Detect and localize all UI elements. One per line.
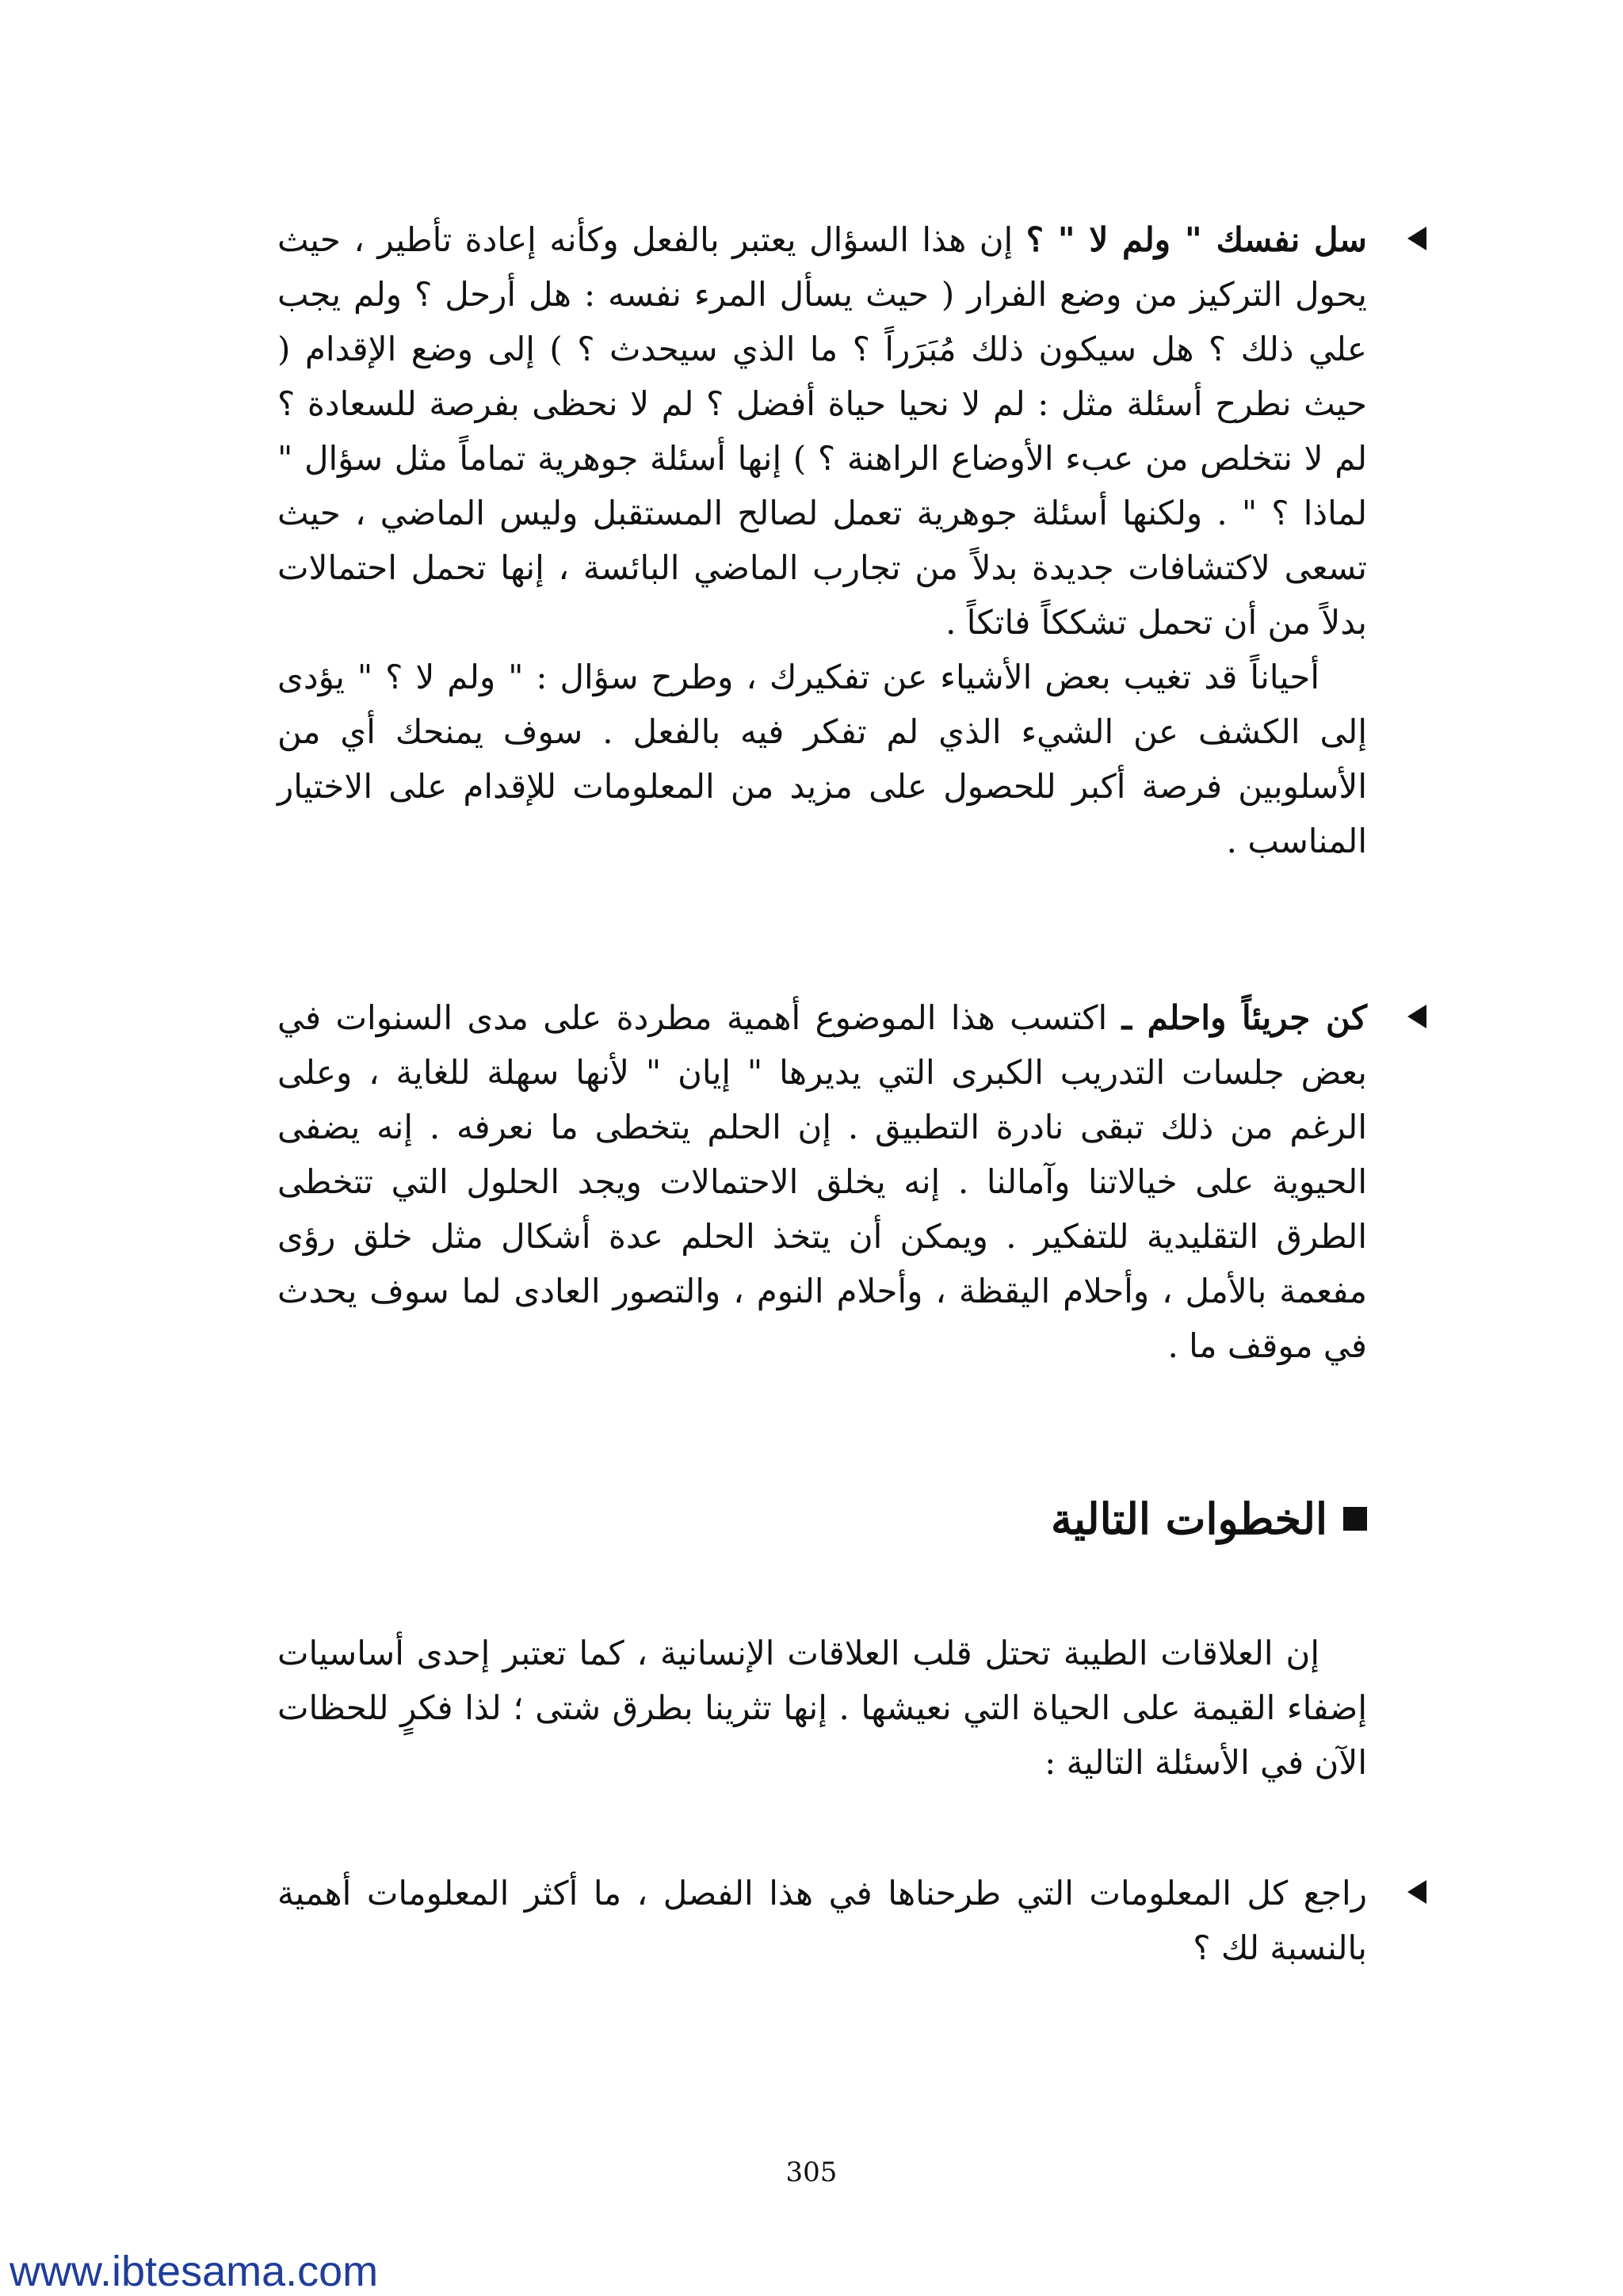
- page-number: 305: [785, 2157, 838, 2188]
- bullet-item: [277, 212, 1367, 650]
- intro-paragraph-block: [277, 1626, 1367, 1790]
- bullet-text: اكتسب هذا الموضوع أهمية مطردة على مدى السنوات في بعض جلسات التدريب الكبرى التي يديرها " إيان " لأنها سهلة للغاية ، وعلى الرغم من ذلك تبقى نادرة التطبيق . إن الحلم يتخطى ما نعرفه . إنه يضفى الحيوية على خيالاتنا وآمالنا . إنه يخلق الاحتمالات ويجد الحلول التي تتخطى الطرق التقليدية للتفكير . ويمكن أن يتخذ الحلم عدة أشكال مثل خلق رؤى مفعمة بالأمل ، وأحلام اليقظة ، وأحلام النوم ، والتصور العادى لما سوف يحدث في موقف ما .: [277, 998, 1367, 1365]
- bullet-triangle-icon: [1407, 1880, 1426, 1904]
- bullet-lead: سل نفسك " ولم لا " ؟: [1025, 220, 1368, 259]
- heading-text: الخطوات التالية: [1050, 1493, 1327, 1544]
- bullet-item: [277, 990, 1367, 1373]
- bullet-item: [277, 1866, 1367, 1975]
- section-heading: [277, 1493, 1367, 1544]
- body-paragraph: أحياناً قد تغيب بعض الأشياء عن تفكيرك ، وطرح سؤال : " ولم لا ؟ " يؤدى إلى الكشف عن الشيء الذي لم تفكر فيه بالفعل . سوف يمنحك أي من الأسلوبين فرصة أكبر للحصول على مزيد من المعلومات للإقدام على الاختيار المناسب .: [277, 658, 1367, 860]
- bullet-text: إن هذا السؤال يعتبر بالفعل وكأنه إعادة تأطير ، حيث يحول التركيز من وضع الفرار ( حيث يسأل المرء نفسه : هل أرحل ؟ ولم يجب علي ذلك ؟ هل سيكون ذلك مُبَرَراً ؟ ما الذي سيحدث ؟ ) إلى وضع الإقدام ( حيث نطرح أسئلة مثل : لم لا نحيا حياة أفضل ؟ لم لا نحظى بفرصة للسعادة ؟ لم لا نتخلص من عبء الأوضاع الراهنة ؟ ) إنها أسئلة جوهرية تماماً مثل سؤال " لماذا ؟ " . ولكنها أسئلة جوهرية تعمل لصالح المستقبل وليس الماضي ، حيث تسعى لاكتشافات جديدة بدلاً من تجارب الماضي البائسة ، إنها تحمل احتمالات بدلاً من أن تحمل تشككاً فاتكاً .: [277, 220, 1367, 642]
- bullet-triangle-icon: [1407, 1005, 1426, 1028]
- bullet-questions: [277, 212, 1367, 868]
- watermark-url: www.ibtesama.com: [10, 2248, 379, 2295]
- bullet-paragraph: راجع كل المعلومات التي طرحناها في هذا الفصل ، ما أكثر المعلومات أهمية بالنسبة لك ؟: [277, 1874, 1367, 1967]
- bullet-review: [277, 1866, 1367, 1975]
- square-bullet-icon: [1343, 1507, 1367, 1531]
- bullet-dream: [277, 990, 1367, 1373]
- bullet-triangle-icon: [1407, 227, 1426, 250]
- bullet-lead: كن جريئاً واحلم ـ: [1121, 998, 1367, 1037]
- bullet-paragraph: [277, 212, 1367, 650]
- bullet-paragraph: [277, 990, 1367, 1373]
- body-paragraph: إن العلاقات الطيبة تحتل قلب العلاقات الإنسانية ، كما تعتبر إحدى أساسيات إضفاء القيمة على الحياة التي نعيشها . إنها تثرينا بطرق شتى ؛ لذا فكرٍ للحظات الآن في الأسئلة التالية :: [277, 1634, 1367, 1782]
